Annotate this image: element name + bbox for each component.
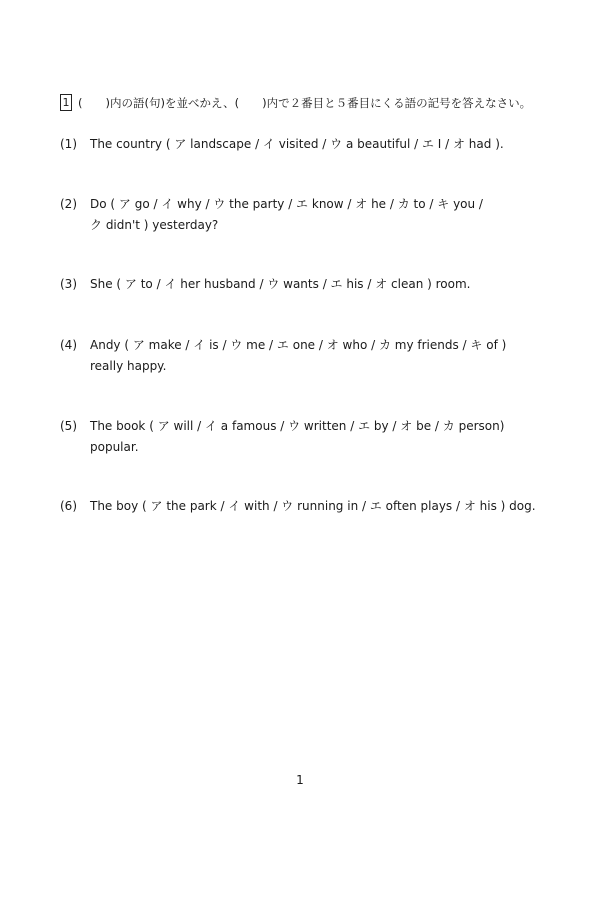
page-number: 1 (296, 773, 304, 787)
question-line-continued: really happy. (90, 359, 167, 373)
question-line: The boy ( ア the park / イ with / ウ running in / エ often plays / オ his ) dog. (90, 499, 536, 513)
question-line: She ( ア to / イ her husband / ウ wants / エ his / オ clean ) room. (90, 277, 471, 291)
question-1 (60, 134, 560, 155)
section-number-box: 1 (60, 94, 72, 111)
question-2 (60, 194, 560, 236)
question-line-continued: ク didn't ) yesterday? (90, 218, 219, 232)
question-number: (3) (60, 277, 77, 291)
question-number: (6) (60, 499, 77, 513)
question-line: Do ( ア go / イ why / ウ the party / エ know / オ he / カ to / キ you / (90, 197, 483, 211)
question-line: Andy ( ア make / イ is / ウ me / エ one / オ who / カ my friends / キ of ) (90, 338, 507, 352)
question-6 (60, 496, 560, 517)
question-line: The book ( ア will / イ a famous / ウ written / エ by / オ be / カ person) (90, 419, 505, 433)
question-number: (4) (60, 338, 77, 352)
question-line-continued: popular. (90, 440, 139, 454)
question-number: (5) (60, 419, 77, 433)
question-5 (60, 416, 560, 458)
question-number: (1) (60, 137, 77, 151)
question-3 (60, 274, 560, 295)
instruction-text: ( )内の語(句)を並べかえ、( )内で２番目と５番目にくる語の記号を答えなさい。 (78, 95, 532, 110)
question-line: The country ( ア landscape / イ visited / ウ a beautiful / エ I / オ had ). (90, 137, 504, 151)
question-4 (60, 335, 560, 377)
instruction (60, 94, 531, 111)
question-number: (2) (60, 197, 77, 211)
